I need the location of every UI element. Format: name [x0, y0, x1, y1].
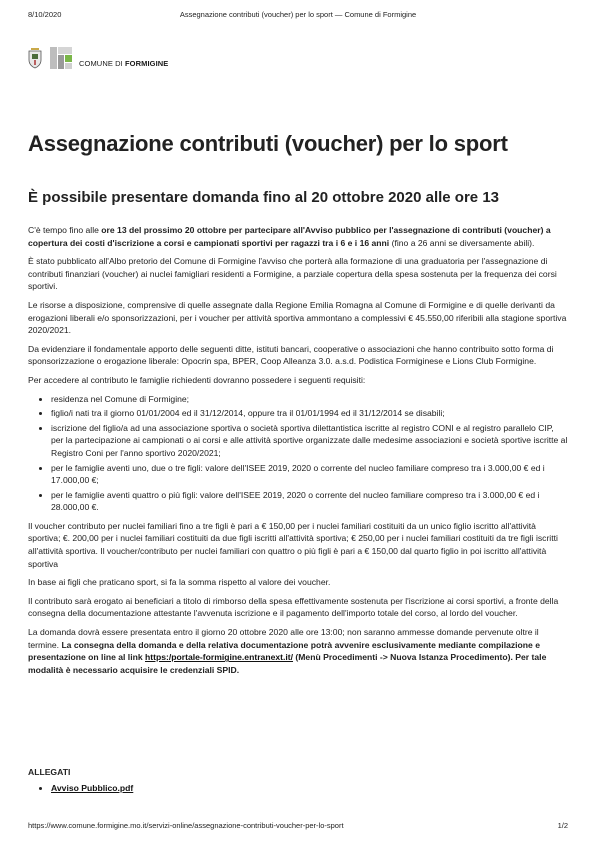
list-item: • per le famiglie aventi uno, due o tre figli: valore dell'ISEE 2019, 2020 o corrente del nucleo familiare compreso tra i 3.000,00 € ed i 17.000,00 €; [51, 462, 568, 487]
list-item: • residenza nel Comune di Formigine; [51, 393, 568, 406]
list-item: • per le famiglie aventi quattro o più figli: valore dell'ISEE 2019, 2020 o corrente del nucleo familiare compreso tra i 3.000,00 € ed i 28.000,00 €. [51, 489, 568, 514]
page-subtitle: È possibile presentare domanda fino al 20 ottobre 2020 alle ore 13 [28, 189, 499, 206]
portal-link[interactable]: https:/portale-formigine.entranext.it/ [145, 652, 294, 663]
list-item: • figlio/i nati tra il giorno 01/01/2004 ed il 31/12/2014, oppure tra il 01/01/1994 ed il 31/12/2014 se disabili; [51, 407, 568, 420]
list-item [51, 783, 133, 793]
logo-text: COMUNE DI FORMIGINE [79, 59, 169, 68]
attachments-list [28, 783, 133, 793]
requirements-list [28, 393, 568, 514]
print-date: 8/10/2020 [28, 10, 62, 19]
paragraph-refund: Il contributo sarà erogato ai beneficiari a titolo di rimborso della spesa effettivamente sostenuta per l'iscrizione ai corsi sportivi, a fronte della consegna della documentazione attestante l'avvenuta iscrizione e il pagamento dell'importo totale del corso, al lordo del voucher. [28, 595, 559, 619]
paragraph-resources: Le risorse a disposizione, comprensive di quelle assegnate dalla Regione Emilia Romagna al Comune di Formigine e di quelle derivanti da erogazioni liberali e/o sponsorizzazioni, per i voucher per attività sportiva ammontano a complessivi € 45.550,00 riferibili alla stagione sportiva 2020/2021. [28, 299, 567, 336]
page-title: Assegnazione contributi (voucher) per lo sport [28, 131, 508, 156]
attachment-link[interactable]: Avviso Pubblico.pdf [51, 783, 134, 793]
paragraph-deadline: La domanda dovrà essere presentata entro il giorno 20 ottobre 2020 alle ore 13:00; non saranno ammesse domande pervenute oltre il termine. La consegna della domanda e della relativa documentazione potrà avvenire esclusivamente mediante compilazione e presentazione on line al link https:/portale-formigine.entranext.it/ (Menù Procedimenti -> Nuova Istanza Procedimento). Per tale modalità è necessario acquisire le credenziali SPID. [28, 627, 547, 675]
paragraph-requirements-intro: Per accedere al contributo le famiglie richiedenti dovranno possedere i seguenti requisiti: [28, 374, 366, 385]
paragraph-sponsors: Da evidenziare il fondamentale apporto delle seguenti ditte, istituti bancari, cooperative o associazioni che hanno contribuito sotto forma di sponsorizzazione o erogazione liberale: Opocrin spa, BPER, Coop Alleanza 3.0. a.s.d. Podistica Formiginese e Lions Club Formigine. [28, 343, 554, 367]
formigine-mark-icon [50, 47, 72, 69]
list-item: • iscrizione del figlio/a ad una associazione sportiva o società sportiva dilettantistica iscritte al registro CONI e al registro parallelo CIP, per la partecipazione ai campionati o ai corsi e alle attività sportive organizzate dalle medesime associazioni e società sportive iscritte al Registro Coni per l'anno sportivo 2020/2021; [51, 422, 568, 460]
article-body [28, 224, 568, 682]
coat-of-arms-icon [28, 47, 42, 69]
attachments-heading: ALLEGATI [28, 767, 71, 777]
paragraph-sum-note: In base ai figli che praticano sport, si fa la somma rispetto al valore dei voucher. [28, 577, 331, 588]
paragraph-intro: C'è tempo fino alle ore 13 del prossimo 20 ottobre per partecipare all'Avviso pubblico per l'assegnazione di contributi (voucher) a copertura dei costi d'iscrizione a corsi e campionati sportivi per ragazzi tra i 6 e i 16 anni (fino a 26 anni se diversamente abili). [28, 225, 551, 248]
paragraph-publication: È stato pubblicato all'Albo pretorio del Comune di Formigine l'avviso che porterà alla formazione di una graduatoria per l'assegnazione di contributi finanziari (voucher) ai nuclei famigliari residenti a Formigine, a parziale copertura della spesa sostenuta per la frequenza dei corsi sportivi. [28, 256, 557, 292]
paragraph-voucher-amounts: Il voucher contributo per nuclei familiari fino a tre figli è pari a € 150,00 per i nuclei familiari costituiti da un unico figlio iscritto all'attività sportiva; €. 200,00 per i nuclei familiari costituiti da due figli iscritti all'attività sportiva; € 250,00 per i nuclei familiari costituiti da tre figli iscritti all'attività sportiva. Il voucher/contributo per nuclei familiari con quattro o più figli è pari a € 150,00 dal quarto figlio in poi iscritto all'attività sportiva [28, 520, 558, 569]
print-page-title: Assegnazione contributi (voucher) per lo sport — Comune di Formigine [179, 10, 417, 19]
attachments-section [28, 767, 133, 793]
page-number: 1/2 [557, 821, 568, 830]
print-url: https://www.comune.formigine.mo.it/servizi-online/assegnazione-contributi-voucher-per-lo-sport [28, 821, 344, 830]
